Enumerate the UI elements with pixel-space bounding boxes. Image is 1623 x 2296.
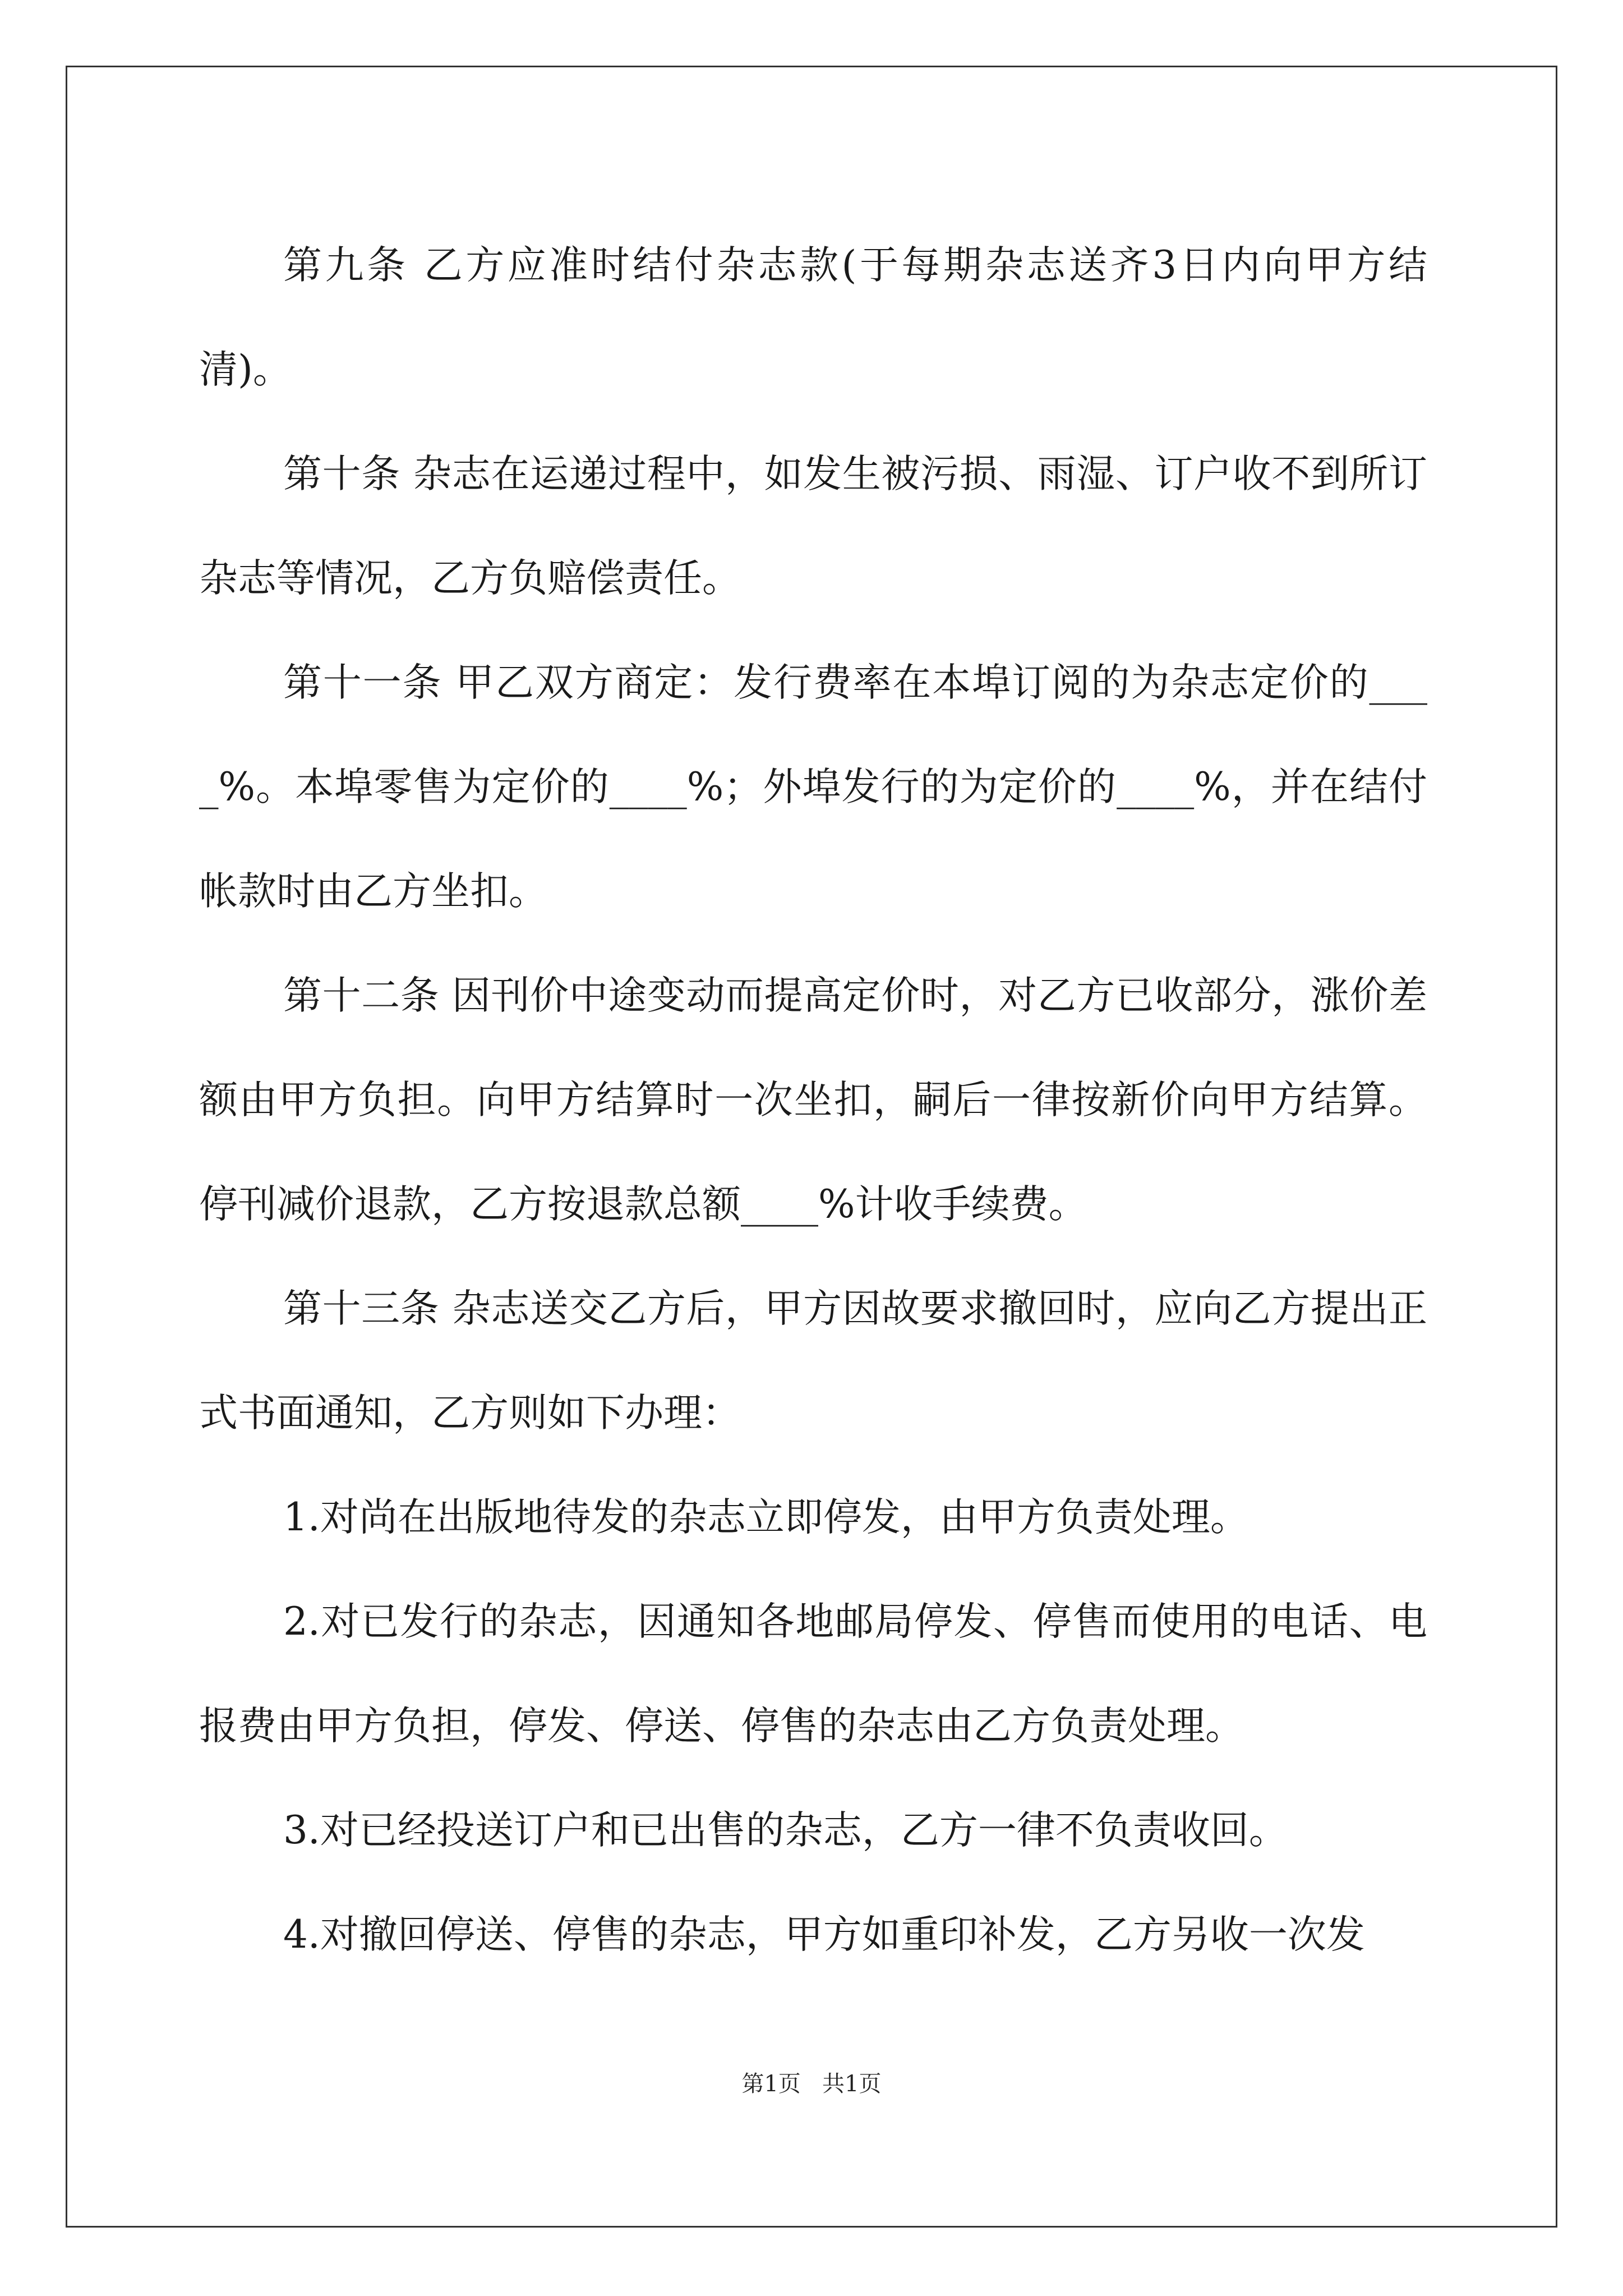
paragraph-article-9: 第九条 乙方应准时结付杂志款(于每期杂志送齐3日内向甲方结清)。 bbox=[199, 243, 1427, 392]
paragraph-article-10: 第十条 杂志在运递过程中，如发生被污损、雨湿、订户收不到所订杂志等情况，乙方负赔偿责任。 bbox=[199, 452, 1427, 601]
list-item-4: 4.对撤回停送、停售的杂志，甲方如重印补发，乙方另收一次发 bbox=[283, 1912, 1365, 1957]
page-number-footer: 第1页 共1页 bbox=[741, 2071, 882, 2097]
list-item-1: 1.对尚在出版地待发的杂志立即停发，由甲方负责处理。 bbox=[283, 1495, 1249, 1540]
list-item-2: 2.对已发行的杂志，因通知各地邮局停发、停售而使用的电话、电报费由甲方负担，停发、停送、停售的杂志由乙方负责处理。 bbox=[199, 1599, 1427, 1749]
paragraph-article-13: 第十三条 杂志送交乙方后，甲方因故要求撤回时，应向乙方提出正式书面通知，乙方则如下办理： bbox=[199, 1286, 1427, 1435]
paragraph-article-11: 第十一条 甲乙双方商定：发行费率在本埠订阅的为杂志定价的____%。本埠零售为定价的____%；外埠发行的为定价的____%，并在结付帐款时由乙方坐扣。 bbox=[199, 660, 1427, 914]
list-item-3: 3.对已经投送订户和已出售的杂志，乙方一律不负责收回。 bbox=[283, 1808, 1288, 1853]
document-body bbox=[199, 213, 1427, 1987]
paragraph-article-12: 第十二条 因刊价中途变动而提高定价时，对乙方已收部分，涨价差额由甲方负担。向甲方结算时一次坐扣，嗣后一律按新价向甲方结算。停刊减价退款，乙方按退款总额____%计收手续费。 bbox=[199, 973, 1427, 1227]
